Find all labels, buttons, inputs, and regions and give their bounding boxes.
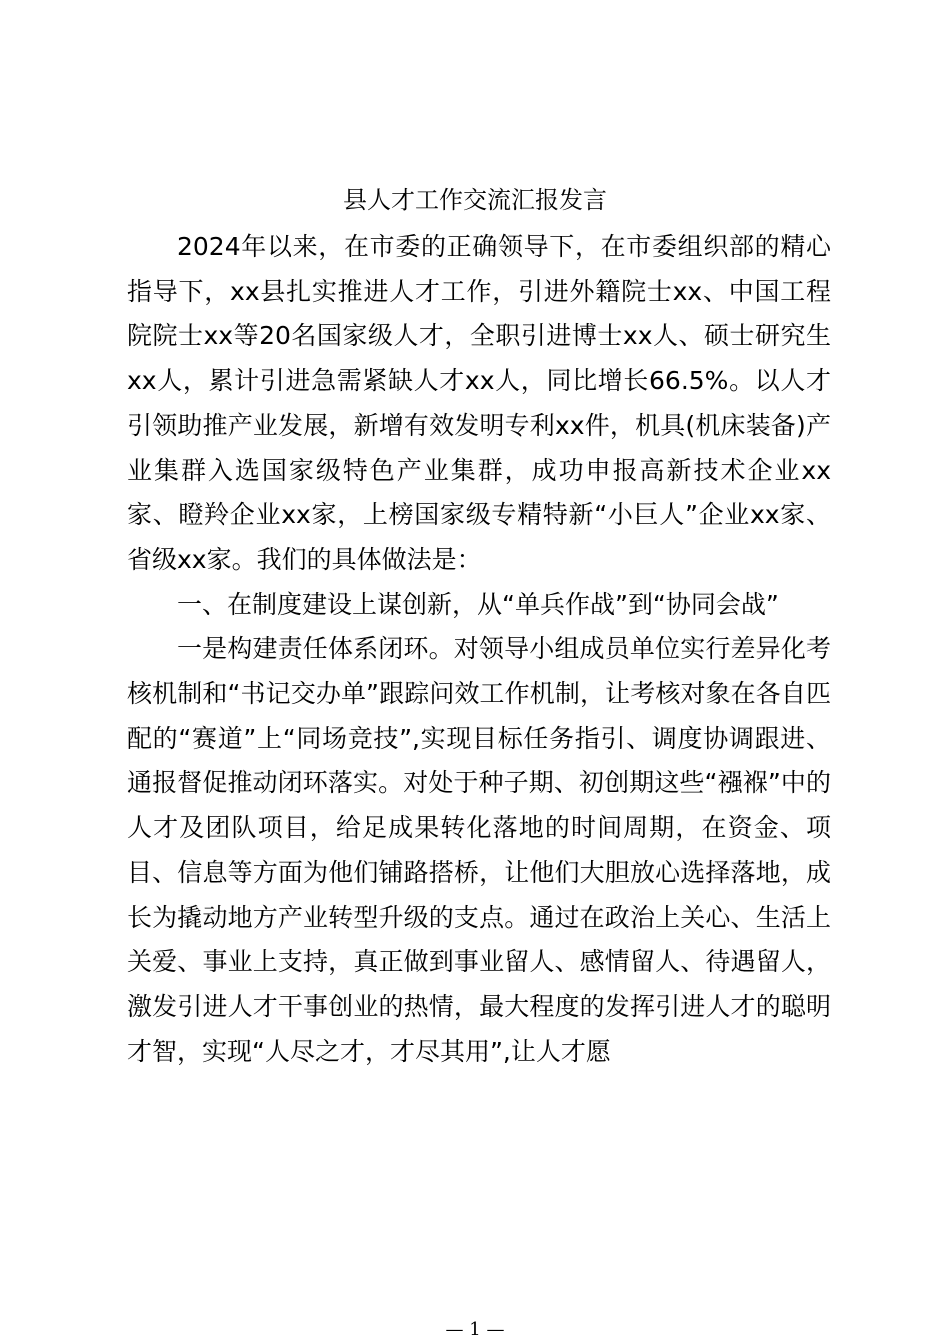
document-title: 县人才工作交流汇报发言 xyxy=(343,186,607,214)
page-number: — 1 — xyxy=(445,1319,505,1340)
section-heading-1: 一、在制度建设上谋创新，从“单兵作战”到“协同会战” xyxy=(177,589,779,619)
body-paragraph: 一是构建责任体系闭环。对领导小组成员单位实行差异化考核机制和“书记交办单”跟踪问效工作机制，让考核对象在各自匹配的“赛道”上“同场竞技”,实现目标任务指引、调度协调跟进、通报督促推动闭环落实。对处于种子期、初创期这些“襁褓”中的人才及团队项目，给足成果转化落地的时间周期，在资金、项目、信息等方面为他们铺路搭桥，让他们大胆放心选择落地，成长为撬动地方产业转型升级的支点。通过在政治上关心、生活上关爱、事业上支持，真正做到事业留人、感情留人、待遇留人，激发引进人才干事创业的热情，最大程度的发挥引进人才的聪明才智，实现“人尽之才，才尽其用”,让人才愿 xyxy=(127,634,831,1066)
intro-paragraph: 2024年以来，在市委的正确领导下，在市委组织部的精心指导下，xx县扎实推进人才工作，引进外籍院士xx、中国工程院院士xx等20名国家级人才，全职引进博士xx人、硕士研究生xx人，累计引进急需紧缺人才xx人，同比增长66.5%。以人才引领助推产业发展，新增有效发明专利xx件，机具(机床装备)产业集群入选国家级特色产业集群，成功申报高新技术企业xx家、瞪羚企业xx家，上榜国家级专精特新“小巨人”企业xx家、省级xx家。我们的具体做法是： xyxy=(127,232,831,574)
document-body xyxy=(127,225,831,1074)
